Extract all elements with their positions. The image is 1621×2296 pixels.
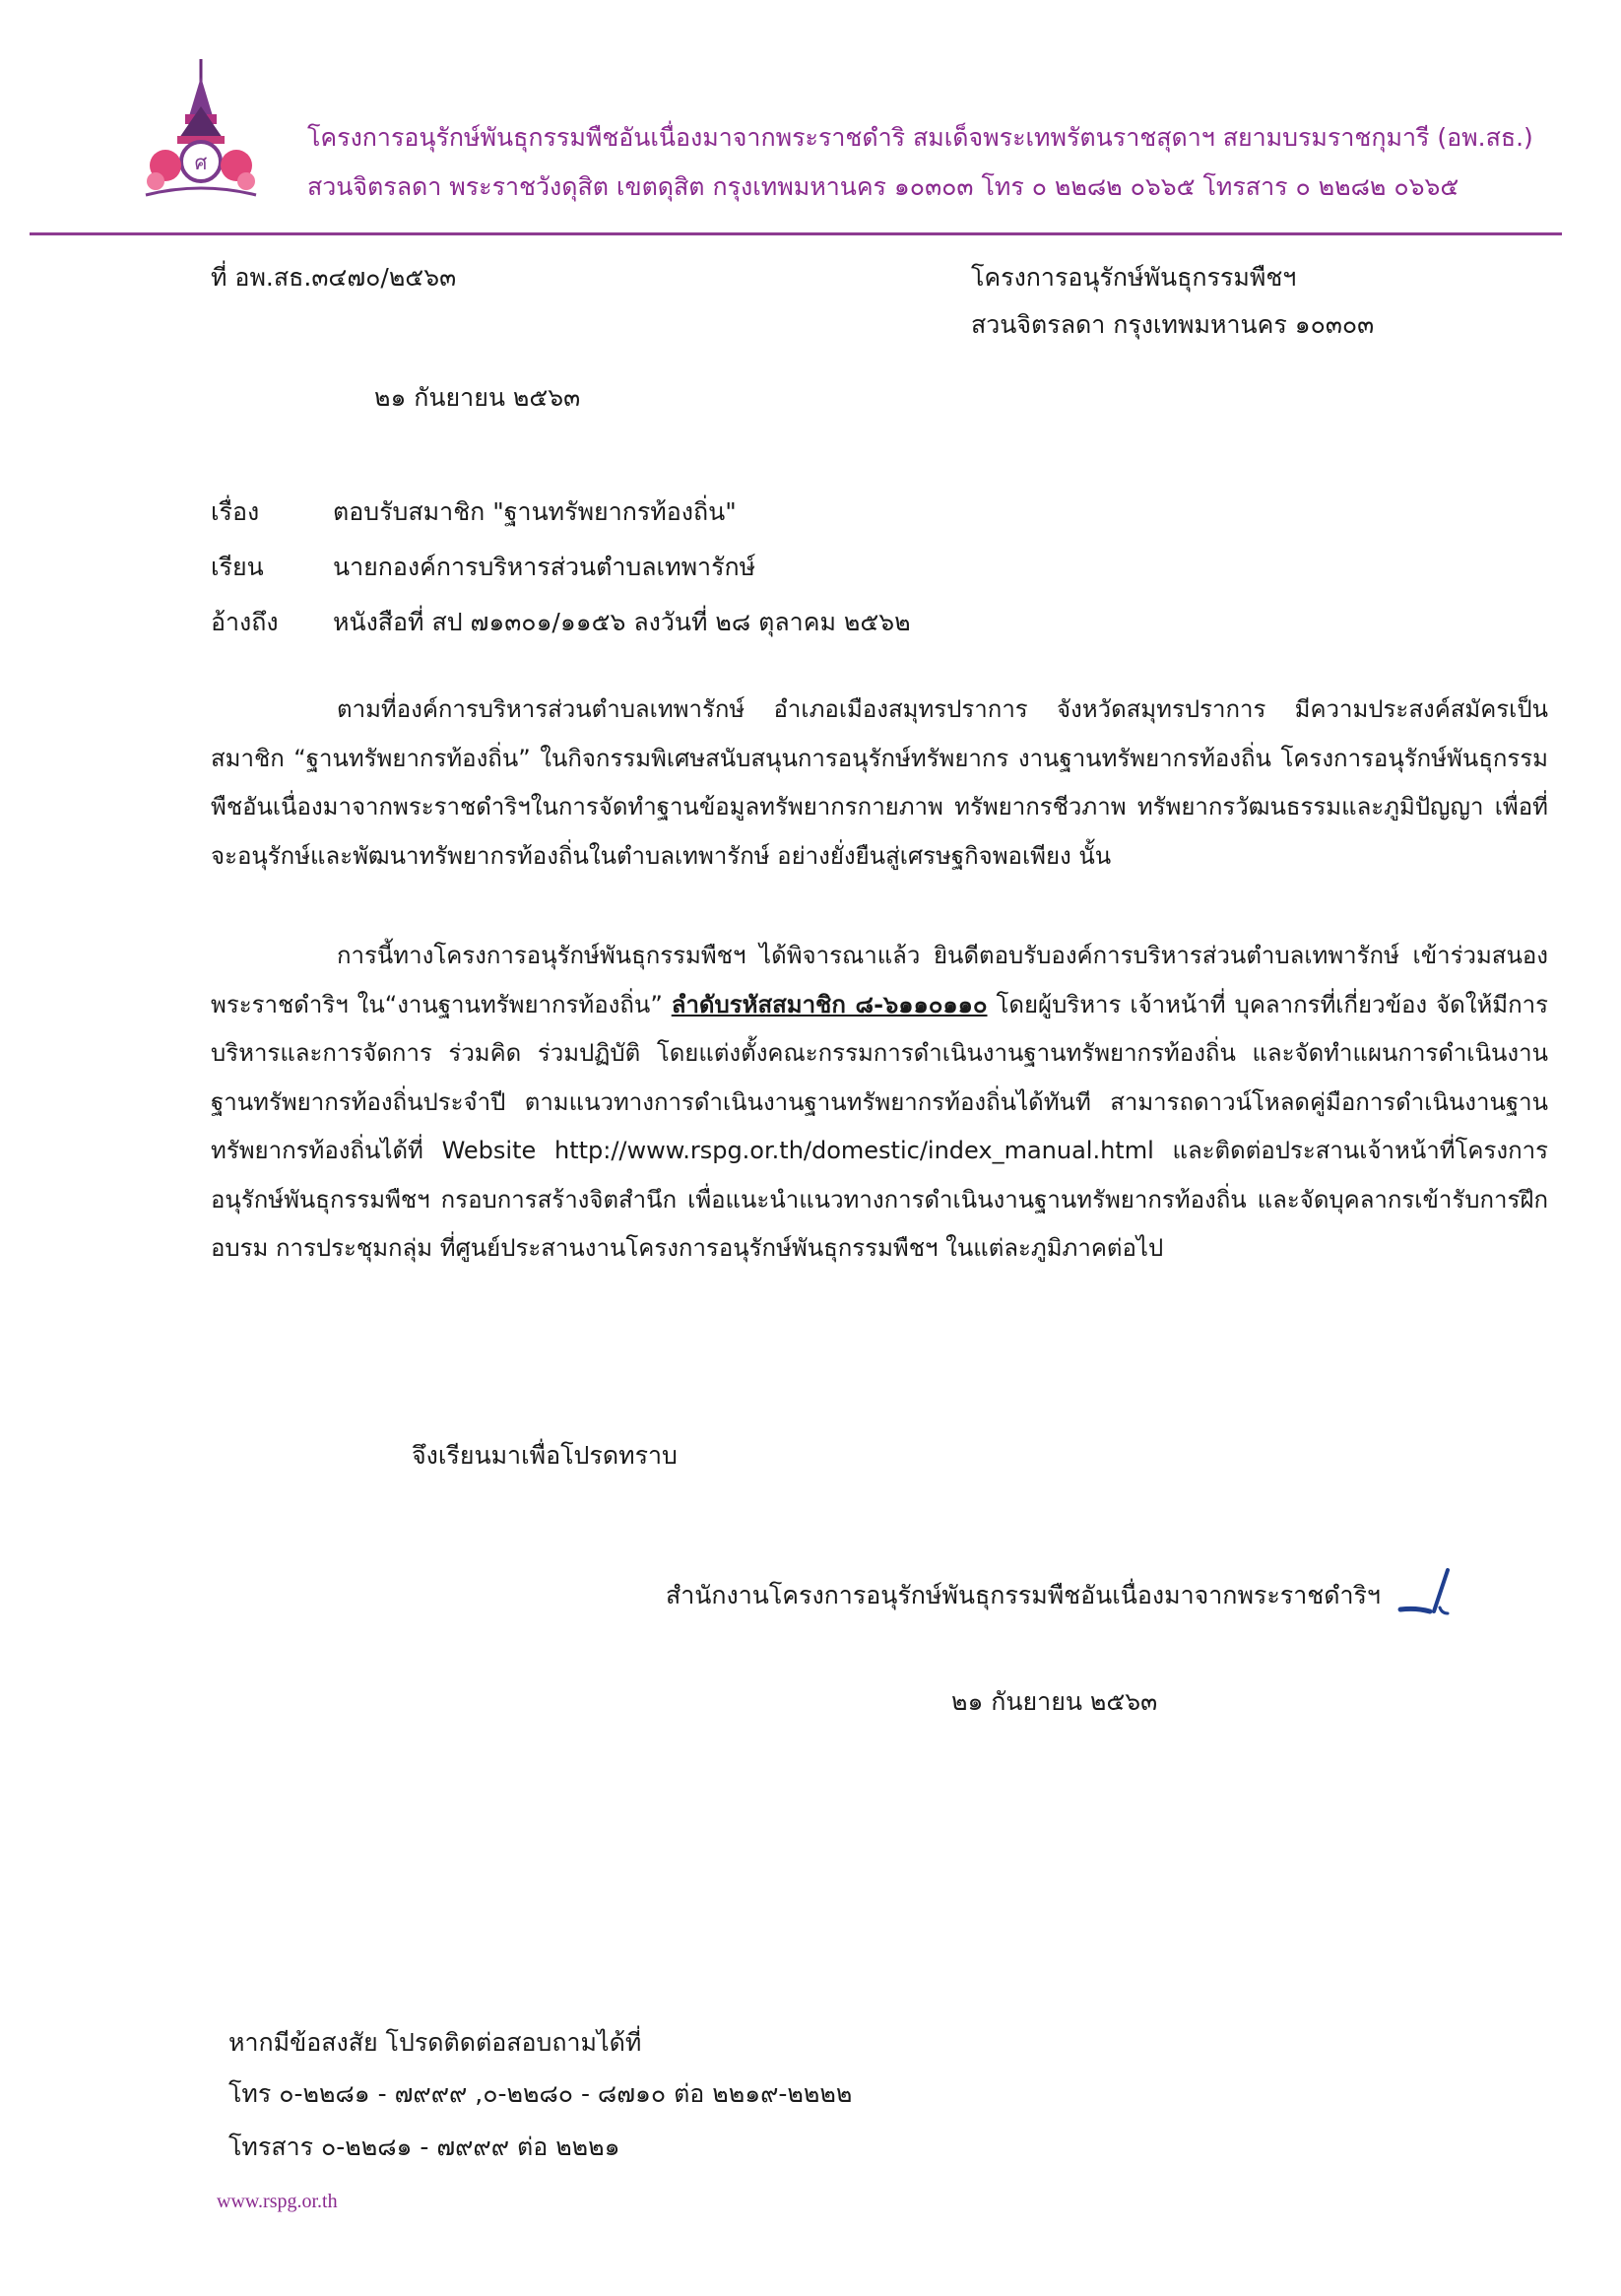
paragraph-2-rest: โดยผู้บริหาร เจ้าหน้าที่ บุคลากรที่เกี่ยวข้อง จัดให้มีการบริหารและการจัดการ ร่วมคิด ร่วมปฏิบัติ โดยแต่งตั้งคณะกรรมการดำเนินงานฐานทรัพยากรท้องถิ่น และจัดทำแผนการดำเนินงานฐานทรัพยากรท้องถิ่นประจำปี ตามแนวทางการดำเนินงานฐานทรัพยากรท้องถิ่นได้ทันที สามารถดาวน์โหลดคู่มือการดำเนินงานฐานทรัพยากรท้องถิ่นได้ที่ Website http://www.rspg.or.th/domestic/index_manual.html และติดต่อประสานเจ้าหน้าที่โครงการอนุรักษ์พันธุกรรมพืชฯ กรอบการสร้างจิตสำนึก เพื่อแนะนำแนวทางการดำเนินงานฐานทรัพยากรท้องถิ่น และจัดบุคลากรเข้ารับการฝึกอบรม การประชุมกลุ่ม ที่ศูนย์ประสานงานโครงการอนุรักษ์พันธุกรรมพืชฯ ในแต่ละภูมิภาคต่อไป [211,990,1548,1262]
contact-title: หากมีข้อสงสัย โปรดติดต่อสอบถามได้ที่ [228,2028,642,2057]
signature-org: สำนักงานโครงการอนุรักษ์พันธุกรรมพืชอันเนื่องมาจากพระราชดำริฯ [666,1581,1381,1609]
sender-address: สวนจิตรลดา กรุงเทพมหานคร ๑๐๓๐๓ [971,310,1375,339]
contact-fax: โทรสาร ๐-๒๒๘๑ - ๗๙๙๙ ต่อ ๒๒๒๑ [228,2132,620,2161]
letter-date: ๒๑ กันยายน ๒๕๖๓ [374,383,581,412]
letterhead-address: สวนจิตรลดา พระราชวังดุสิต เขตดุสิต กรุงเทพมหานคร ๑๐๓๐๓ โทร ๐ ๒๒๘๒ ๐๖๖๕ โทรสาร ๐ ๒๒๘๒ ๐๖๖๕ [307,172,1459,201]
subject-text: ตอบรับสมาชิก "ฐานทรัพยากรท้องถิ่น" [333,497,737,526]
recipient-text: นายกองค์การบริหารส่วนตำบลเทพารักษ์ [333,553,756,581]
signature-date: ๒๑ กันยายน ๒๕๖๓ [951,1687,1158,1716]
reference-text: หนังสือที่ สป ๗๑๓๐๑/๑๑๕๖ ลงวันที่ ๒๘ ตุลาคม ๒๕๖๒ [333,608,911,636]
reference-label: อ้างถึง [211,608,279,636]
contact-phone: โทร ๐-๒๒๘๑ - ๗๙๙๙ ,๐-๒๒๘๐ - ๘๗๑๐ ต่อ ๒๒๑๙-๒๒๒๒ [228,2079,853,2108]
sender-org: โครงการอนุรักษ์พันธุกรรมพืชฯ [971,263,1297,292]
paragraph-1-text: ตามที่องค์การบริหารส่วนตำบลเทพารักษ์ อำเภอเมืองสมุทรปราการ จังหวัดสมุทรปราการ มีความประสงค์สมัครเป็นสมาชิก “ฐานทรัพยากรท้องถิ่น” ในกิจกรรมพิเศษสนับสนุนการอนุรักษ์ทรัพยากร งานฐานทรัพยากรท้องถิ่น โครงการอนุรักษ์พันธุกรรมพืชอันเนื่องมาจากพระราชดำริฯในการจัดทำฐานข้อมูลทรัพยากรกายภาพ ทรัพยากรชีวภาพ ทรัพยากรวัฒนธรรมและภูมิปัญญา เพื่อที่จะอนุรักษ์และพัฒนาทรัพยากรท้องถิ่นในตำบลเทพารักษ์ อย่างยั่งยืนสู่เศรษฐกิจพอเพียง นั้น [211,695,1548,870]
body-paragraph-2 [211,932,1548,1274]
member-code: ลำดับรหัสสมาชิก ๘-๖๑๑๐๑๑๐ [671,990,988,1018]
letterhead-title: โครงการอนุรักษ์พันธุกรรมพืชอันเนื่องมาจากพระราชดำริ สมเด็จพระเทพรัตนราชสุดาฯ สยามบรมราชกุมารี (อพ.สธ.) [307,123,1533,152]
letterhead-divider [30,232,1562,235]
document-number: ที่ อพ.สธ.๓๔๗๐/๒๕๖๓ [211,263,457,292]
signature-mark-icon [1396,1568,1465,1623]
body-paragraph-1 [211,686,1548,881]
website-link[interactable]: www.rspg.or.th [217,2191,338,2212]
paragraph-2-intro: การนี้ทางโครงการอนุรักษ์พันธุกรรมพืชฯ ได้พิจารณาแล้ว ยินดีตอบรับองค์การบริหารส่วนตำบลเทพารักษ์ เข้าร่วมสนองพระราชดำริฯ ใน“งานฐานทรัพยากรท้องถิ่น” [211,942,1548,1018]
recipient-label: เรียน [211,553,264,581]
svg-text:ศ: ศ [194,151,208,174]
royal-emblem-icon [138,57,264,205]
subject-label: เรื่อง [211,497,260,526]
closing-text: จึงเรียนมาเพื่อโปรดทราบ [412,1441,678,1470]
